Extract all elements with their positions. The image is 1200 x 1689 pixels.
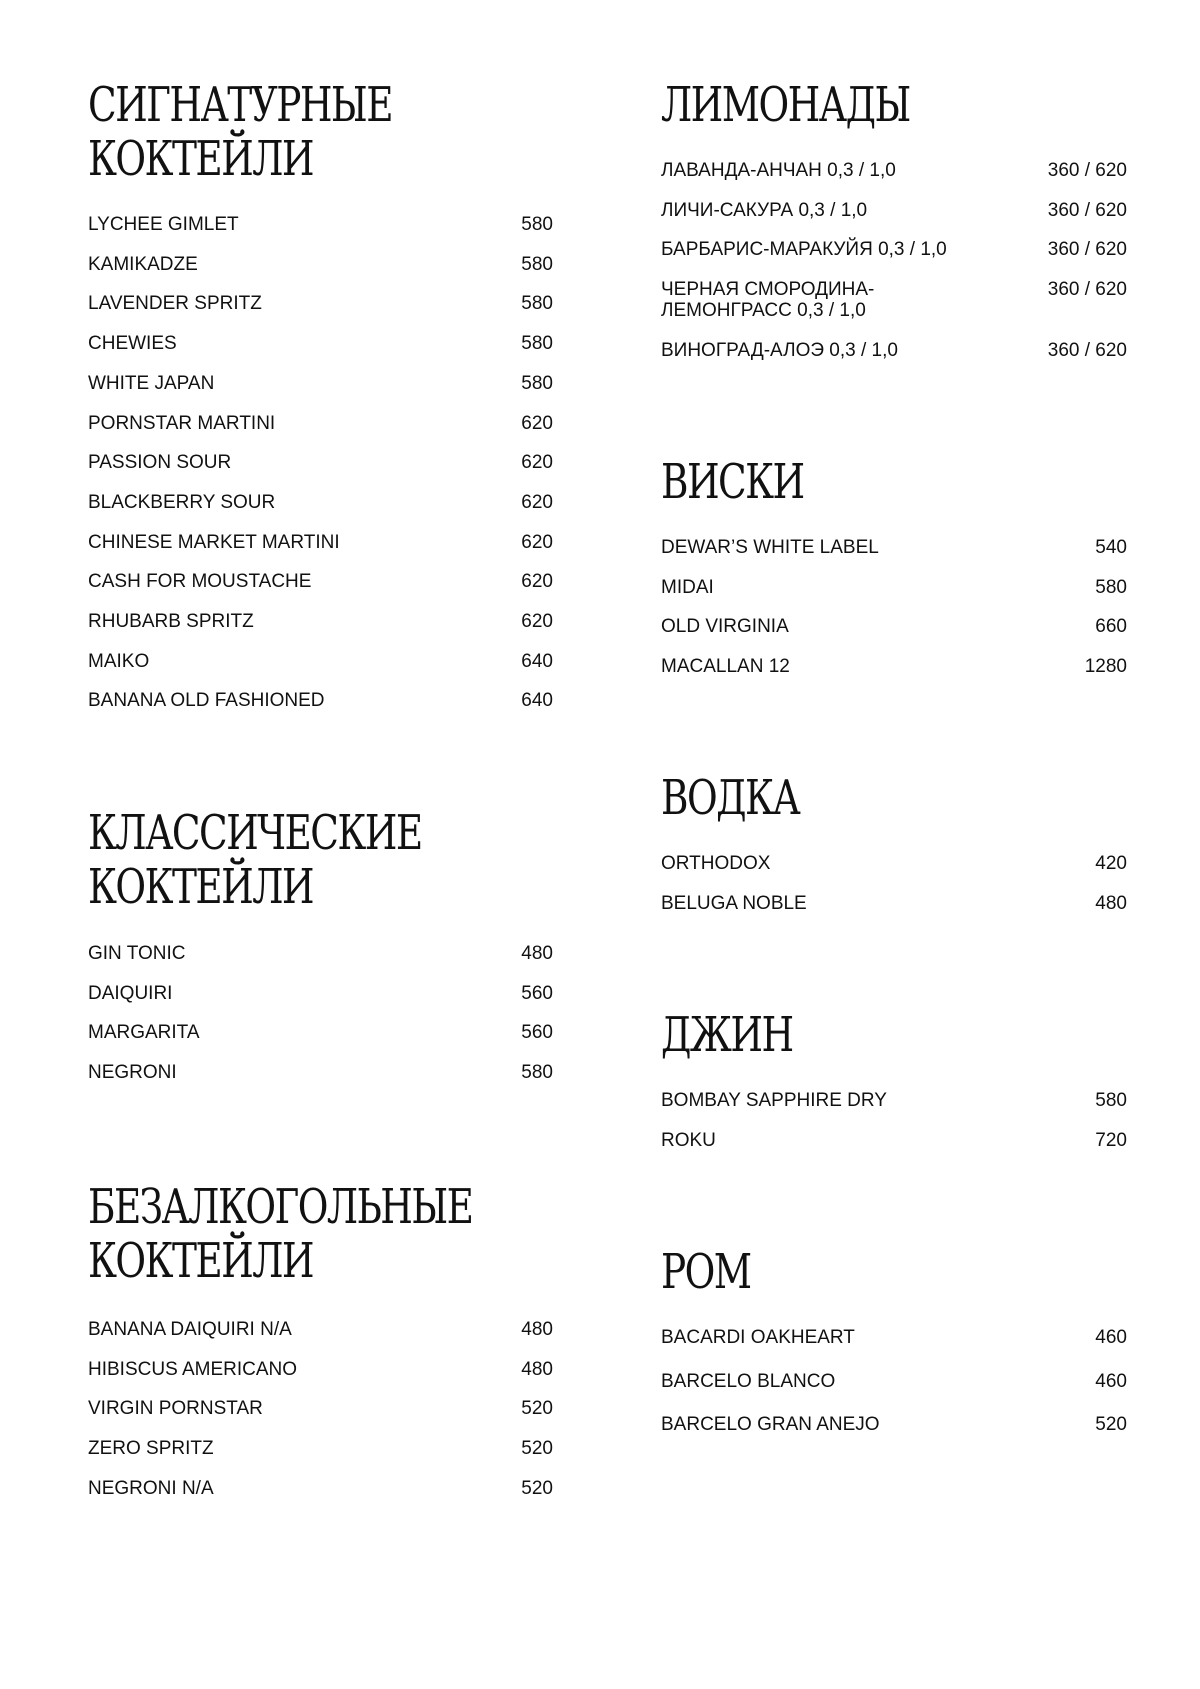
item-name: PASSION SOUR <box>88 452 232 474</box>
item-price: 520 <box>521 1438 553 1460</box>
item-name: LAVENDER SPRITZ <box>88 293 262 315</box>
item-name: NEGRONI <box>88 1062 177 1084</box>
item-name: BARCELO GRAN ANEJO <box>661 1414 880 1435</box>
section-vodka <box>661 770 1127 914</box>
section-title: КЛАССИЧЕСКИЕ КОКТЕЙЛИ <box>88 805 422 915</box>
item-name: MIDAI <box>661 576 714 598</box>
item-name: PORNSTAR MARTINI <box>88 412 276 434</box>
item-price: 640 <box>521 650 553 672</box>
item-name: DEWAR’S WHITE LABEL <box>661 537 879 558</box>
item-price: 560 <box>521 1022 553 1044</box>
item-name: CHINESE MARKET MARTINI <box>88 531 340 553</box>
item-price: 460 <box>1095 1327 1127 1348</box>
item-name: BOMBAY SAPPHIRE DRY <box>661 1090 887 1111</box>
item-price: 620 <box>521 611 553 632</box>
item-name: BLACKBERRY SOUR <box>88 491 276 513</box>
item-name: BELUGA NOBLE <box>661 892 807 914</box>
item-price: 480 <box>521 943 553 964</box>
section-whisky <box>661 454 1127 678</box>
section-title: ВИСКИ <box>661 454 804 510</box>
item-price: 520 <box>521 1477 553 1499</box>
section-title: ЛИМОНАДЫ <box>661 77 910 133</box>
item-name: DAIQUIRI <box>88 982 173 1004</box>
item-price: 620 <box>521 452 553 474</box>
item-name: KAMIKADZE <box>88 253 198 275</box>
item-price: 620 <box>521 491 553 513</box>
item-price: 540 <box>1095 537 1127 558</box>
item-name: БАРБАРИС-МАРАКУЙЯ 0,3 / 1,0 <box>661 239 947 261</box>
item-name: ZERO SPRITZ <box>88 1438 214 1460</box>
section-gin <box>661 1007 1127 1151</box>
item-name: BARCELO BLANCO <box>661 1370 836 1392</box>
item-name: ВИНОГРАД-АЛОЭ 0,3 / 1,0 <box>661 339 898 361</box>
section-title: ДЖИН <box>661 1007 793 1063</box>
item-name: ЛИЧИ-САКУРА 0,3 / 1,0 <box>661 199 868 221</box>
item-name: OLD VIRGINIA <box>661 616 789 638</box>
section-classic-cocktails <box>88 805 553 1084</box>
item-name: GIN TONIC <box>88 943 186 964</box>
item-price: 360 / 620 <box>1047 339 1127 361</box>
section-lemonades <box>661 77 1127 361</box>
item-price: 360 / 620 <box>1047 160 1127 181</box>
item-price: 520 <box>521 1398 553 1420</box>
item-name: NEGRONI N/A <box>88 1477 214 1499</box>
item-price: 580 <box>521 214 553 235</box>
item-name: ROKU <box>661 1129 716 1151</box>
item-name: VIRGIN PORNSTAR <box>88 1398 263 1420</box>
item-price: 620 <box>521 531 553 553</box>
item-price: 580 <box>521 333 553 355</box>
item-price: 1280 <box>1084 656 1127 678</box>
item-price: 620 <box>521 412 553 434</box>
section-title: ВОДКА <box>661 770 800 826</box>
item-name: CASH FOR MOUSTACHE <box>88 571 312 593</box>
item-name: MAIKO <box>88 650 150 672</box>
item-price: 560 <box>521 982 553 1004</box>
item-price: 580 <box>521 293 553 315</box>
item-price: 660 <box>1095 616 1127 638</box>
item-price: 620 <box>521 571 553 593</box>
item-name: ЛАВАНДА-АНЧАН 0,3 / 1,0 <box>661 160 896 181</box>
section-title: РОМ <box>661 1244 751 1300</box>
item-price: 460 <box>1095 1370 1127 1392</box>
item-price: 720 <box>1095 1129 1127 1151</box>
section-nonalcoholic-cocktails <box>88 1179 553 1499</box>
section-signature-cocktails <box>88 77 553 712</box>
item-price: 580 <box>521 253 553 275</box>
item-price: 480 <box>1095 892 1127 914</box>
item-name: ORTHODOX <box>661 853 771 874</box>
item-price: 520 <box>1095 1414 1127 1435</box>
item-name: RHUBARB SPRITZ <box>88 611 254 632</box>
section-rum <box>661 1244 1127 1435</box>
item-price: 480 <box>521 1358 553 1380</box>
item-name: HIBISCUS AMERICANO <box>88 1358 298 1380</box>
item-price: 640 <box>521 690 553 712</box>
section-title: БЕЗАЛКОГОЛЬНЫЕ КОКТЕЙЛИ <box>88 1179 473 1289</box>
item-price: 360 / 620 <box>1047 279 1127 301</box>
item-price: 480 <box>521 1319 553 1340</box>
item-price: 420 <box>1095 853 1127 874</box>
item-name: WHITE JAPAN <box>88 372 215 394</box>
item-name: BANANA DAIQUIRI N/A <box>88 1319 292 1340</box>
item-price: 360 / 620 <box>1047 199 1127 221</box>
item-name: CHEWIES <box>88 333 177 355</box>
item-name: MARGARITA <box>88 1022 200 1044</box>
item-name: LYCHEE GIMLET <box>88 214 239 235</box>
item-name: BANANA OLD FASHIONED <box>88 690 325 712</box>
item-name: MACALLAN 12 <box>661 656 790 678</box>
item-price: 360 / 620 <box>1047 239 1127 261</box>
section-title: СИГНАТУРНЫЕ КОКТЕЙЛИ <box>88 77 392 187</box>
item-price: 580 <box>521 372 553 394</box>
item-price: 580 <box>1095 1090 1127 1111</box>
item-name: BACARDI OAKHEART <box>661 1327 855 1348</box>
item-price: 580 <box>521 1062 553 1084</box>
item-name: ЧЕРНАЯ СМОРОДИНА- ЛЕМОНГРАСС 0,3 / 1,0 <box>661 279 875 322</box>
item-price: 580 <box>1095 576 1127 598</box>
